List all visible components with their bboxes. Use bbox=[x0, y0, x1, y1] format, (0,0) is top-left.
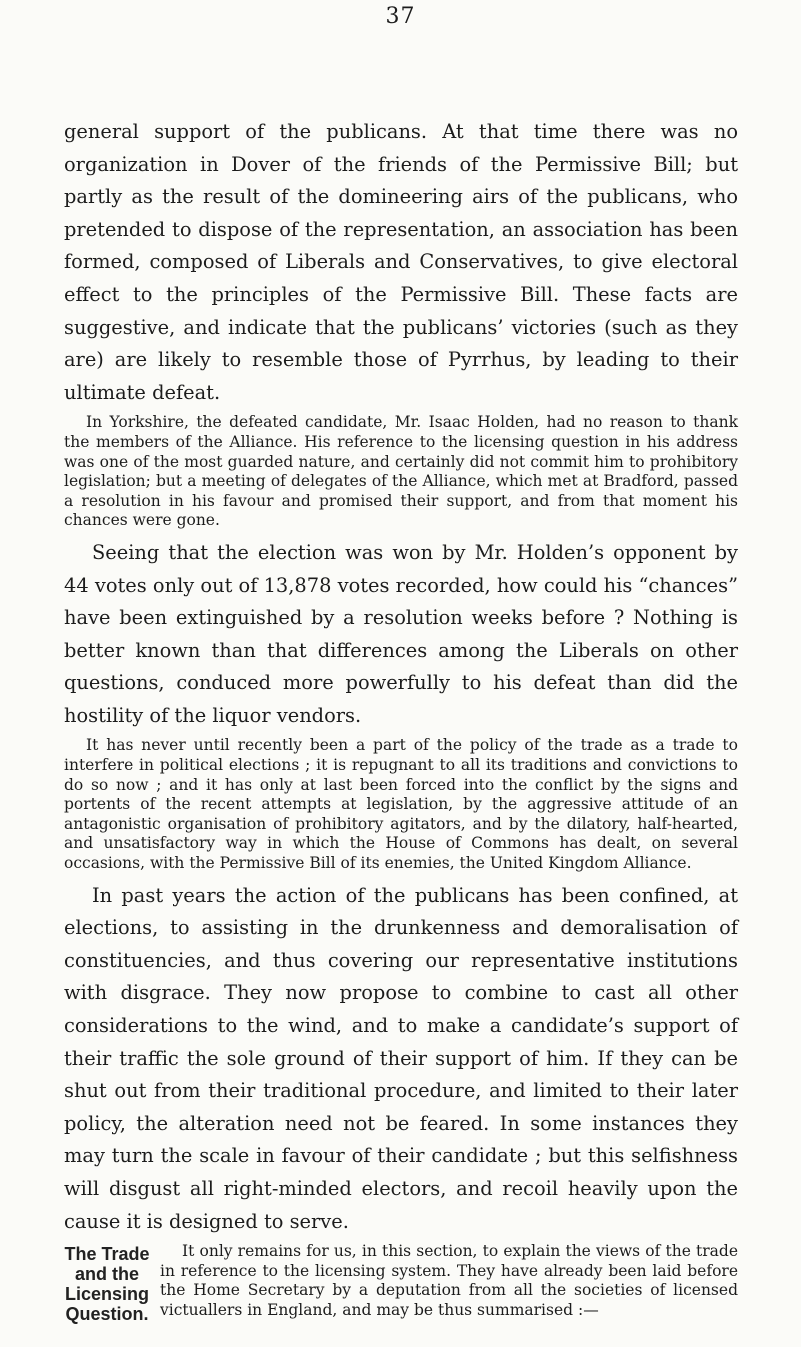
side-heading-line: Question. bbox=[65, 1304, 149, 1325]
page-body bbox=[64, 116, 738, 1324]
body-paragraph: general support of the publicans. At that time there was no organization in Dover of the friends of the Permissive Bill; but partly as the result of the domineering airs of the publicans, who pretended to dispose of the representation, an association has been formed, composed of Liberals and Conservatives, to give electoral effect to the principles of the Permissive Bill. These facts are suggestive, and indicate that the publicans’ victories (such as they are) are likely to resemble those of Pyrrhus, by leading to their ultimate defeat. bbox=[64, 120, 738, 404]
quoted-paragraph: In Yorkshire, the defeated candidate, Mr. Isaac Holden, had no reason to thank the members of the Alliance. His reference to the licensing question in his address was one of the most guarded nature, and certainly did not commit him to prohibitory legislation; but a meeting of delegates of the Alliance, which met at Bradford, passed a resolution in his favour and promised their support, and from that moment his chances were gone. bbox=[64, 413, 738, 530]
side-heading-line: The Trade bbox=[64, 1244, 150, 1265]
quoted-paragraph: It only remains for us, in this section, to explain the views of the trade in reference to the licensing system. They have already been laid before the Home Secretary by a deputation from all the societies of licensed victuallers in England, and may be thus summarised :— bbox=[160, 1242, 738, 1319]
side-heading bbox=[64, 1242, 150, 1324]
page-number: 37 bbox=[385, 4, 416, 29]
side-heading-line: Licensing bbox=[64, 1284, 149, 1305]
body-paragraph: In past years the action of the publicans has been confined, at elections, to assisting in the drunkenness and demoralisation of constituencies, and thus covering our representative institutions with disgrace. They now propose to combine to cast all other considerations to the wind, and to make a candidate’s support of their traffic the sole ground of their support of him. If they can be shut out from their traditional procedure, and limited to their later policy, the alteration need not be feared. In some instances they may turn the scale in favour of their candidate ; but this selfishness will disgust all right-minded electors, and recoil heavily upon the cause it is designed to serve. bbox=[64, 883, 738, 1233]
body-paragraph: Seeing that the election was won by Mr. Holden’s opponent by 44 votes only out of 13,878 votes recorded, how could his “chances” have been extinguished by a resolution weeks before ? Nothing is better known than that differences among the Liberals on other questions, conduced more powerfully to his defeat than did the hostility of the liquor vendors. bbox=[64, 540, 738, 727]
side-heading-line: and the bbox=[74, 1264, 139, 1285]
sidenote-block bbox=[64, 1242, 738, 1324]
quoted-paragraph: It has never until recently been a part of the policy of the trade as a trade to interfere in political elections ; it is repugnant to all its traditions and convictions to do so now ; and it has only at last been forced into the conflict by the signs and portents of the recent attempts at legislation, by the aggressive attitude of an antagonistic organisation of prohibitory agitators, and by the dilatory, half-hearted, and unsatisfactory way in which the House of Commons has dealt, on several occasions, with the Permissive Bill of its enemies, the United Kingdom Alliance. bbox=[64, 736, 738, 873]
